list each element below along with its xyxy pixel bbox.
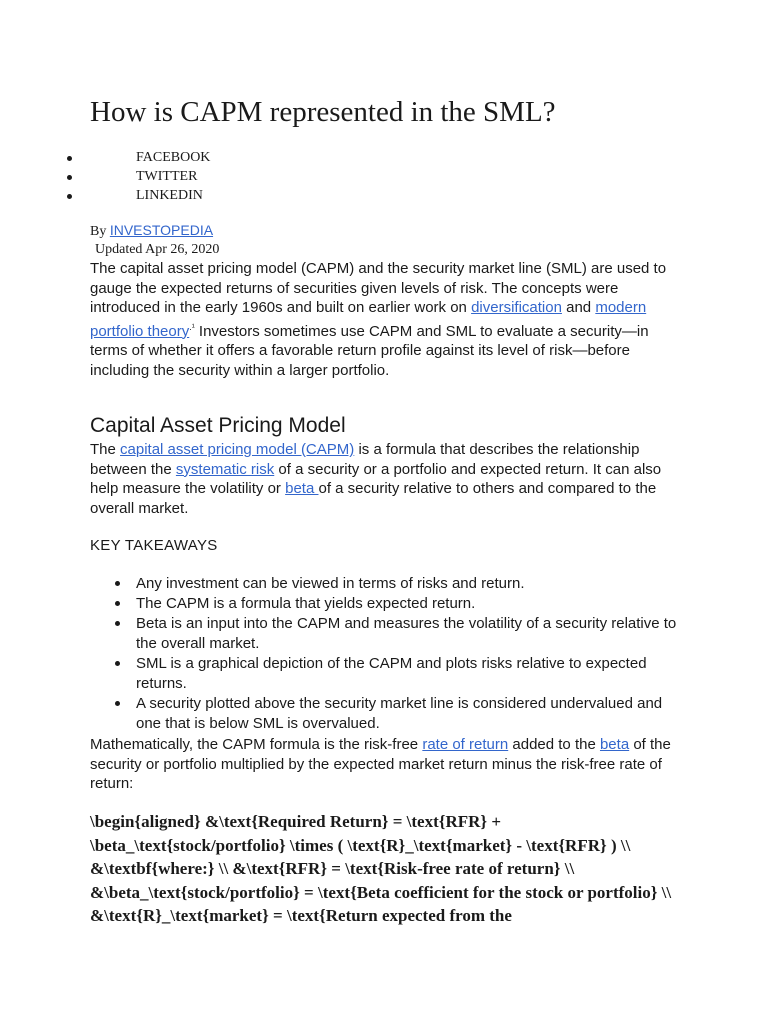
byline	[90, 221, 213, 241]
key-takeaways-list	[90, 574, 690, 734]
beta-link[interactable]: beta	[285, 480, 319, 497]
systematic-risk-link[interactable]: systematic risk	[175, 460, 275, 478]
math-text-3: of the security or portfolio multiplied by the expected market return minus the risk-free rate of return:	[90, 736, 671, 792]
beta-link-2[interactable]: beta	[599, 736, 630, 753]
capm-formula-latex: \begin{aligned} &\text{Required Return} = \text{RFR} + \beta_\text{stock/portfolio} \times ( \text{R}_\text{market} - \text{RFR} ) \\ &\textbf{where:} \\ &\text{RFR} = \text{Risk-free rate of return} \\ &\beta_\text{stock/portfolio} = \text{Beta coefficient for the stock or portfolio} \\ &\text{R}_\text{market} = \text{Return expected from the	[90, 812, 672, 925]
list-item: A security plotted above the security market line is considered undervalued and one that is below SML is overvalued.	[90, 694, 690, 734]
capm-text-2: is a formula that describes the relationship between the	[90, 441, 640, 478]
list-item: SML is a graphical depiction of the CAPM and plots risks relative to expected returns.	[90, 654, 690, 694]
math-text-2: added to the	[508, 736, 600, 753]
intro-text-3: Investors sometimes use CAPM and SML to evaluate a security—in terms of whether it offers a favorable return profile against its level of risk—before including the security within a larger portfolio.	[90, 322, 649, 379]
rate-of-return-link[interactable]: rate of return	[422, 736, 509, 753]
math-paragraph	[90, 735, 690, 794]
intro-text-1: The capital asset pricing model (CAPM) and the security market line (SML) are used to gauge the expected returns of securities given levels of risk. The concepts were introduced in the early 1960s and built on earlier work on	[90, 260, 667, 316]
share-twitter[interactable]: TWITTER	[64, 167, 210, 186]
section-heading: Capital Asset Pricing Model	[90, 414, 346, 437]
key-takeaways-label: KEY TAKEAWAYS	[90, 537, 218, 554]
list-item: Beta is an input into the CAPM and measures the volatility of a security relative to the overall market.	[90, 614, 690, 654]
list-item: Any investment can be viewed in terms of risks and return.	[90, 574, 690, 594]
diversification-link[interactable]: diversification	[471, 299, 562, 316]
author-link[interactable]: INVESTOPEDIA	[109, 222, 214, 238]
intro-text-2: and	[561, 299, 596, 316]
byline-prefix: By	[90, 224, 110, 239]
capm-text-3: of a security or a portfolio and expected return. It can also help measure the volatility or	[90, 460, 662, 497]
capm-text-4: of a security relative to others and compared to the overall market.	[90, 480, 657, 517]
modern-portfolio-theory-link[interactable]: modern portfolio theory	[90, 299, 647, 340]
article-title: How is CAPM represented in the SML?	[90, 96, 556, 128]
list-item: The CAPM is a formula that yields expected return.	[90, 594, 690, 614]
share-linkedin[interactable]: LINKEDIN	[64, 186, 210, 205]
share-facebook[interactable]: FACEBOOK	[64, 148, 210, 167]
capm-text-1: The	[90, 441, 121, 458]
footnote-marker[interactable]: .¹	[189, 321, 195, 332]
share-links	[64, 148, 210, 205]
capm-paragraph	[90, 440, 690, 518]
updated-date: Updated Apr 26, 2020	[95, 242, 220, 257]
math-text-1: Mathematically, the CAPM formula is the risk-free	[90, 736, 423, 753]
capm-link[interactable]: capital asset pricing model (CAPM)	[120, 441, 355, 458]
intro-paragraph	[90, 259, 690, 380]
